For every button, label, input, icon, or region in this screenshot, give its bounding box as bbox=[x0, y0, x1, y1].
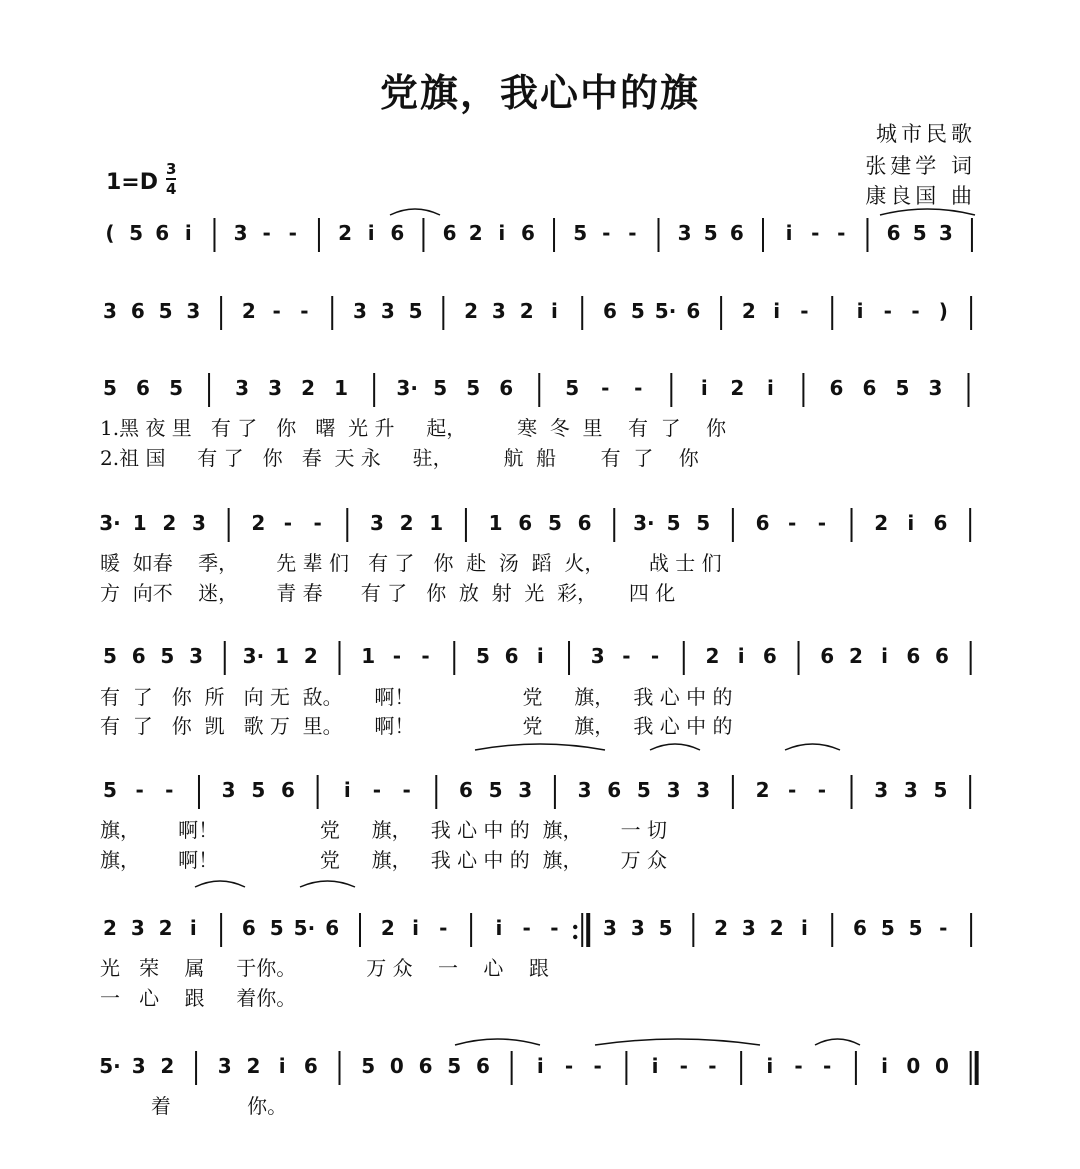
credit-source: 城市民歌 bbox=[876, 122, 976, 146]
note: 5 bbox=[895, 376, 910, 400]
note: - bbox=[823, 1054, 832, 1078]
note: i bbox=[189, 916, 197, 940]
note: i bbox=[700, 376, 708, 400]
note: 5· bbox=[99, 1054, 121, 1078]
note: - bbox=[550, 916, 559, 940]
note: 5· bbox=[293, 916, 316, 940]
slur bbox=[815, 1039, 860, 1045]
note: 6 bbox=[155, 221, 170, 245]
note: 5 bbox=[103, 778, 117, 802]
note: 2 bbox=[246, 1054, 261, 1078]
note: - bbox=[601, 376, 610, 400]
note: 2 bbox=[303, 644, 318, 668]
credit-composer: 康良国 曲 bbox=[865, 184, 976, 208]
note: 2 bbox=[399, 511, 414, 535]
note: - bbox=[602, 221, 611, 245]
time-signature-top: 3 bbox=[166, 160, 177, 178]
note: 5 bbox=[547, 511, 562, 535]
note: 5 bbox=[475, 644, 490, 668]
note: 6 bbox=[762, 644, 777, 668]
note: - bbox=[817, 778, 827, 802]
note: 3 bbox=[518, 778, 533, 802]
note: - bbox=[794, 1054, 803, 1078]
note: 2 bbox=[158, 916, 173, 940]
note: i bbox=[773, 299, 781, 323]
note: 6 bbox=[607, 778, 622, 802]
note: 3 bbox=[630, 916, 645, 940]
note: 0 bbox=[935, 1054, 949, 1078]
note: 5 bbox=[169, 376, 183, 400]
note: 2 bbox=[705, 644, 720, 668]
note: - bbox=[817, 511, 827, 535]
note: - bbox=[939, 916, 948, 940]
note: - bbox=[262, 221, 271, 245]
note: 3 bbox=[103, 299, 117, 323]
slur bbox=[300, 881, 355, 887]
note: 5 bbox=[158, 299, 173, 323]
lyric-line: 一 心 跟 着你。 bbox=[100, 986, 297, 1010]
note: - bbox=[800, 299, 809, 323]
note: 2 bbox=[160, 1054, 175, 1078]
note: i bbox=[881, 644, 889, 668]
note: - bbox=[564, 1054, 574, 1078]
note: 1 bbox=[361, 644, 376, 668]
note: 1 bbox=[488, 511, 503, 535]
note: 6 bbox=[686, 299, 701, 323]
note: 3· bbox=[99, 511, 121, 535]
note: 5 bbox=[433, 376, 448, 400]
note: 5 bbox=[630, 299, 645, 323]
note: 3 bbox=[928, 376, 943, 400]
note: 6 bbox=[442, 221, 457, 245]
note: i bbox=[785, 221, 793, 245]
note: - bbox=[883, 299, 892, 323]
note: i bbox=[766, 1054, 774, 1078]
lyric-line: 暖 如春 季， 先 辈 们 有 了 你 赴 汤 蹈 火， 战 士 们 bbox=[100, 551, 722, 575]
lyric-line: 着 你。 bbox=[100, 1094, 288, 1118]
note: 6 bbox=[136, 376, 150, 400]
note: 5 bbox=[408, 299, 423, 323]
lyric-line: 光 荣 属 于你。 万 众 一 心 跟 bbox=[100, 956, 549, 980]
note: 3 bbox=[741, 916, 756, 940]
note: 3 bbox=[590, 644, 605, 668]
note: - bbox=[788, 511, 797, 535]
note: 2 bbox=[251, 511, 266, 535]
note: 2 bbox=[162, 511, 177, 535]
note: 1 bbox=[275, 644, 290, 668]
note: 6 bbox=[130, 299, 145, 323]
note: 2 bbox=[730, 376, 745, 400]
lyric-line: 旗， 啊！ 党 旗， 我 心 中 的 旗， 一 切 bbox=[100, 818, 668, 842]
song-title: 党旗，我心中的旗 bbox=[379, 70, 700, 115]
note: 2 bbox=[464, 299, 479, 323]
note: 3· bbox=[396, 376, 418, 400]
note: 3 bbox=[131, 1054, 146, 1078]
note: 5 bbox=[103, 376, 117, 400]
note: i bbox=[881, 1054, 889, 1078]
note: 3 bbox=[221, 778, 236, 802]
note: - bbox=[313, 511, 322, 535]
note: 1 bbox=[429, 511, 444, 535]
note: i bbox=[412, 916, 419, 940]
note: 5 bbox=[908, 916, 923, 940]
note: - bbox=[788, 778, 797, 802]
note: 5 bbox=[466, 376, 481, 400]
note: 5 bbox=[933, 778, 948, 802]
note: - bbox=[165, 778, 174, 802]
note: - bbox=[679, 1054, 688, 1078]
note: i bbox=[498, 221, 506, 245]
note: 5 bbox=[129, 221, 144, 245]
note: 2 bbox=[714, 916, 729, 940]
note: 6 bbox=[853, 916, 867, 940]
note: 3 bbox=[353, 299, 367, 323]
note: - bbox=[135, 778, 144, 802]
note: 1 bbox=[132, 511, 147, 535]
note: 3 bbox=[369, 511, 384, 535]
note: 2 bbox=[338, 221, 353, 245]
slur bbox=[195, 881, 245, 887]
lyric-line: 有 了 你 所 向 无 敌。 啊！ 党 旗， 我 心 中 的 bbox=[100, 685, 733, 709]
note: 6 bbox=[458, 778, 473, 802]
note: 6 bbox=[820, 644, 835, 668]
note: 5 bbox=[636, 778, 651, 802]
note: 3 bbox=[603, 916, 617, 940]
note: i bbox=[737, 644, 745, 668]
note: 6 bbox=[325, 916, 340, 940]
note: i bbox=[766, 376, 774, 400]
note: - bbox=[372, 778, 382, 802]
slur bbox=[390, 209, 440, 215]
note: 5 bbox=[880, 916, 895, 940]
note: 6 bbox=[390, 221, 405, 245]
repeat-dot bbox=[573, 935, 577, 939]
note: 3 bbox=[186, 299, 201, 323]
note: 3 bbox=[677, 221, 692, 245]
slur bbox=[455, 1039, 540, 1045]
note: 6 bbox=[933, 511, 948, 535]
note: - bbox=[708, 1054, 717, 1078]
note: - bbox=[634, 376, 643, 400]
slur bbox=[880, 209, 975, 215]
note: 3 bbox=[130, 916, 145, 940]
note: 1 bbox=[334, 376, 349, 400]
note: 6 bbox=[131, 644, 146, 668]
note: - bbox=[402, 778, 411, 802]
note: 0 bbox=[389, 1054, 404, 1078]
note: - bbox=[288, 221, 297, 245]
repeat-dot bbox=[573, 925, 577, 929]
note: 3 bbox=[903, 778, 918, 802]
note: 5 bbox=[565, 376, 580, 400]
note: - bbox=[650, 644, 660, 668]
note: 6 bbox=[281, 778, 295, 802]
lyric-line: 旗， 啊！ 党 旗， 我 心 中 的 旗， 万 众 bbox=[100, 848, 668, 872]
lyric-line: 方 向不 迷， 青 春 有 了 你 放 射 光 彩， 四 化 bbox=[100, 581, 676, 605]
note: 5 bbox=[447, 1054, 462, 1078]
note: - bbox=[622, 644, 631, 668]
note: i bbox=[856, 299, 864, 323]
note: 6 bbox=[520, 221, 535, 245]
note: 6 bbox=[729, 221, 744, 245]
note: - bbox=[283, 511, 293, 535]
note: i bbox=[343, 778, 351, 802]
note: 5 bbox=[269, 916, 284, 940]
note: 3 bbox=[233, 221, 248, 245]
note: 6 bbox=[935, 644, 949, 668]
note: 5 bbox=[160, 644, 175, 668]
note: 2 bbox=[848, 644, 863, 668]
note: 5 bbox=[666, 511, 681, 535]
note: 5 bbox=[703, 221, 718, 245]
note: 6 bbox=[518, 511, 533, 535]
note: - bbox=[421, 644, 430, 668]
note: 3 bbox=[938, 221, 953, 245]
note: 3 bbox=[577, 778, 592, 802]
note: 2 bbox=[755, 778, 770, 802]
note: 3 bbox=[217, 1054, 232, 1078]
slur bbox=[595, 1039, 760, 1045]
note: i bbox=[801, 916, 808, 940]
lyric-line: 有 了 你 凯 歌 万 里。 啊！ 党 旗， 我 心 中 的 bbox=[100, 714, 733, 738]
note: 6 bbox=[499, 376, 514, 400]
credit-lyricist: 张建学 词 bbox=[865, 154, 976, 178]
slur bbox=[475, 744, 605, 750]
note: 5· bbox=[654, 299, 677, 323]
note: 3 bbox=[235, 376, 250, 400]
note: 3 bbox=[189, 644, 204, 668]
note: 3 bbox=[491, 299, 506, 323]
note: 3 bbox=[380, 299, 395, 323]
note: 2 bbox=[874, 511, 889, 535]
note: 2 bbox=[103, 916, 117, 940]
note: 6 bbox=[755, 511, 770, 535]
note: i bbox=[367, 221, 375, 245]
note: 3 bbox=[696, 778, 711, 802]
note: 2 bbox=[241, 299, 256, 323]
note: 6 bbox=[829, 376, 844, 400]
note: 5 bbox=[361, 1054, 376, 1078]
note: 6 bbox=[906, 644, 921, 668]
note: 6 bbox=[577, 511, 592, 535]
note: 2 bbox=[519, 299, 534, 323]
note: 2 bbox=[769, 916, 784, 940]
note: 6 bbox=[241, 916, 256, 940]
note: 3· bbox=[633, 511, 655, 535]
note: 5 bbox=[103, 644, 117, 668]
note: - bbox=[439, 916, 448, 940]
lyric-line: 2.祖 国 有 了 你 春 天 永 驻， 航 船 有 了 你 bbox=[100, 446, 699, 470]
note: i bbox=[536, 644, 544, 668]
note: 0 bbox=[906, 1054, 921, 1078]
note: - bbox=[911, 299, 920, 323]
note: 6 bbox=[862, 376, 877, 400]
note: 5 bbox=[912, 221, 927, 245]
note: - bbox=[272, 299, 281, 323]
note: 6 bbox=[475, 1054, 490, 1078]
note: 2 bbox=[301, 376, 316, 400]
note: 3 bbox=[268, 376, 283, 400]
note: 6 bbox=[303, 1054, 318, 1078]
note: 5 bbox=[251, 778, 266, 802]
note: 5 bbox=[696, 511, 711, 535]
note: - bbox=[837, 221, 846, 245]
note: i bbox=[651, 1054, 659, 1078]
note: 2 bbox=[741, 299, 756, 323]
note: 2 bbox=[380, 916, 395, 940]
note: i bbox=[495, 916, 503, 940]
note: i bbox=[278, 1054, 286, 1078]
note: i bbox=[536, 1054, 544, 1078]
key-signature: 1=D bbox=[106, 170, 159, 195]
note: 5 bbox=[658, 916, 673, 940]
note: 3 bbox=[192, 511, 206, 535]
note: ( bbox=[105, 221, 115, 245]
note: 5 bbox=[488, 778, 503, 802]
time-signature-bottom: 4 bbox=[166, 180, 177, 198]
note: - bbox=[300, 299, 309, 323]
note: 3 bbox=[874, 778, 889, 802]
note: 6 bbox=[504, 644, 519, 668]
note: i bbox=[551, 299, 558, 323]
note: - bbox=[522, 916, 531, 940]
note: - bbox=[811, 221, 820, 245]
slur bbox=[650, 744, 700, 750]
note: 5 bbox=[573, 221, 588, 245]
note: 2 bbox=[468, 221, 483, 245]
slur bbox=[785, 744, 840, 750]
note: i bbox=[184, 221, 192, 245]
note: i bbox=[907, 511, 915, 535]
note: - bbox=[593, 1054, 602, 1078]
note: 3· bbox=[242, 644, 265, 668]
note: - bbox=[392, 644, 402, 668]
lyric-line: 1.黑 夜 里 有 了 你 曙 光 升 起， 寒 冬 里 有 了 你 bbox=[100, 416, 727, 440]
note: 6 bbox=[886, 221, 901, 245]
note: 6 bbox=[603, 299, 617, 323]
note: 6 bbox=[418, 1054, 433, 1078]
note: ) bbox=[938, 299, 948, 323]
note: - bbox=[628, 221, 637, 245]
note: 3 bbox=[666, 778, 681, 802]
